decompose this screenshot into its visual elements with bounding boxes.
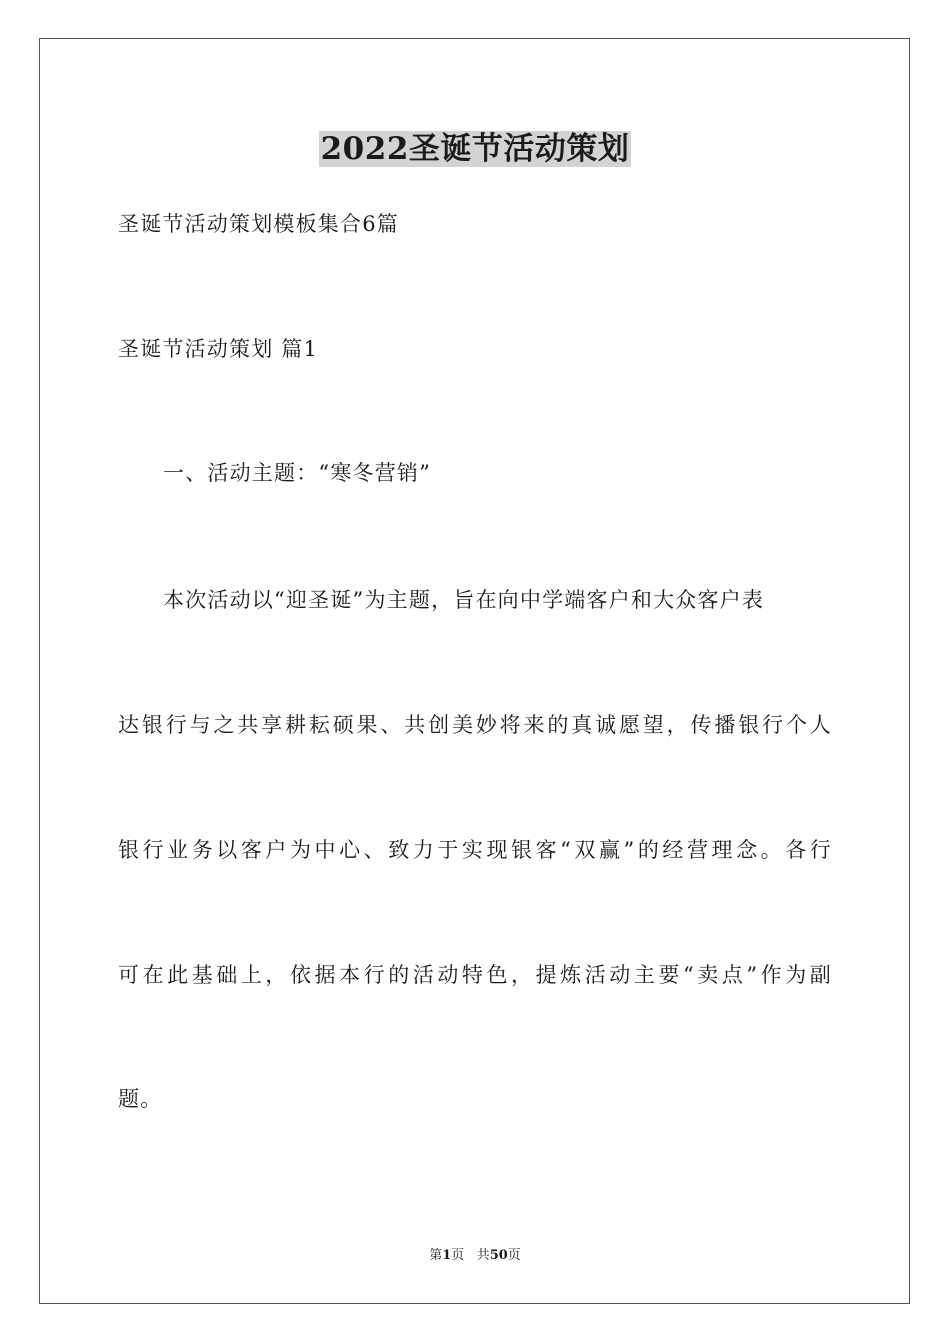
body-line: 银行业务以客户为中心、致力于实现银客“双赢”的经营理念。各行 xyxy=(118,838,832,862)
section-heading: 圣诞节活动策划 篇1 xyxy=(118,337,319,361)
document-subtitle: 圣诞节活动策划模板集合6篇 xyxy=(118,212,399,236)
footer-total-prefix: 共 xyxy=(476,1248,490,1263)
footer-page-suffix: 页 xyxy=(451,1248,465,1263)
document-title-text: 2022圣诞节活动策划 xyxy=(320,131,630,167)
footer-total-suffix: 页 xyxy=(507,1248,521,1263)
footer-page-number: 1 xyxy=(442,1248,452,1263)
theme-line: 一、活动主题：“寒冬营销” xyxy=(163,461,432,485)
page-footer xyxy=(0,1247,950,1265)
body-line: 可在此基础上，依据本行的活动特色，提炼活动主要“卖点”作为副 xyxy=(118,963,832,987)
body-line: 题。 xyxy=(118,1087,163,1111)
footer-page-prefix: 第 xyxy=(429,1248,443,1263)
body-line: 本次活动以“迎圣诞”为主题，旨在向中学端客户和大众客户表 xyxy=(163,588,765,612)
footer-total-pages: 50 xyxy=(489,1248,508,1263)
body-line: 达银行与之共享耕耘硕果、共创美妙将来的真诚愿望，传播银行个人 xyxy=(118,713,832,737)
document-title xyxy=(0,127,950,171)
